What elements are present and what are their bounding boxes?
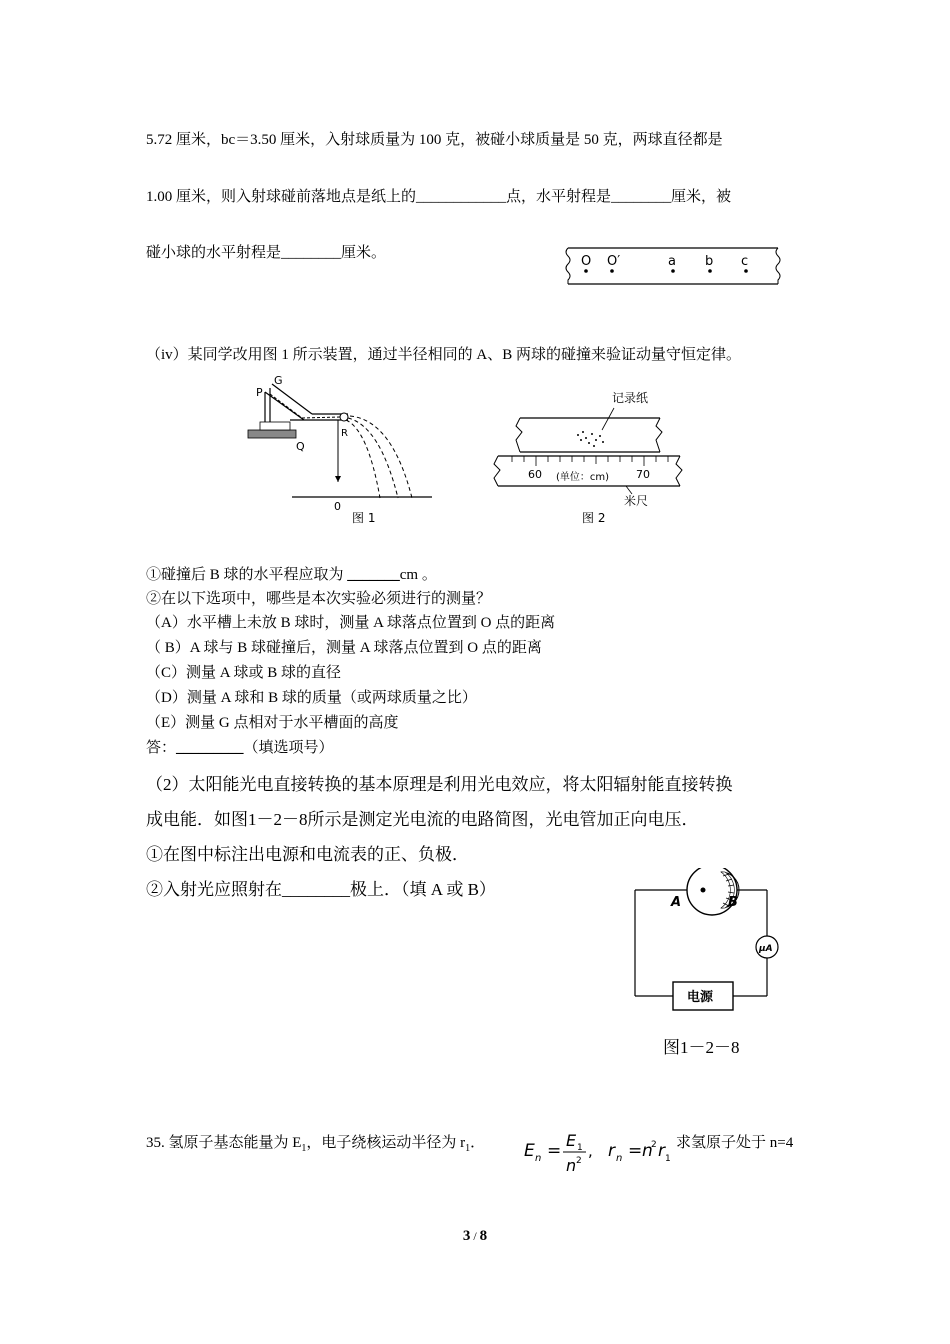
fig1-label-p: P [256,386,263,399]
formula [520,1124,680,1184]
power-source-label: 电源 [687,990,714,1005]
question-2: ②在以下选项中，哪些是本次实验必须进行的测量？ [146,591,492,607]
circuit-label-a: A [671,895,682,910]
part2-line-1: （2）太阳能光电直接转换的基本原理是利用光电效应，将太阳辐射能直接转换 [146,775,733,794]
figure-2-caption: 图 2 [582,511,606,525]
part2-line-4: ②入射光应照射在________极上．（填 A 或 B） [146,880,496,899]
svg-text:n: n [535,1153,542,1164]
circuit-figure [625,868,785,1018]
svg-text:E: E [524,1141,535,1161]
text-line-2: 1.00 厘米，则入射球碰前落地点是纸上的____________点，水平射程是________厘米，被 [146,189,732,205]
answer-blank-2[interactable]: _________ [176,740,244,756]
part2-line-3: ①在图中标注出电源和电流表的正、负极． [146,845,469,864]
svg-text:=: = [628,1141,643,1161]
option-b: （ B）A 球与 B 球碰撞后，测量 A 球落点位置到 O 点的距离 [146,640,542,656]
strip-label-b: b [705,254,714,269]
text-line-3: 碰小球的水平射程是________厘米。 [146,245,387,261]
question-35: 35. 氢原子基态能量为 $E_1$，电子绕核运动半径为 $r_1$． [146,1135,486,1154]
strip-label-o: O [581,254,592,269]
strip-label-c: c [741,254,749,269]
strip-point-o-prime [610,269,614,273]
paper-strip-figure [560,240,785,290]
svg-text:1: 1 [577,1143,583,1153]
text-line-iv: （iv）某同学改用图 1 所示装置，通过半径相同的 A、B 两球的碰撞来验证动量守恒定律。 [146,347,742,363]
strip-point-o [584,269,588,273]
page-number: 3 / 8 [462,1228,488,1244]
svg-text:E: E [566,1131,577,1150]
svg-text:2: 2 [651,1140,657,1150]
svg-text:n: n [616,1153,623,1164]
fig2-paper-label: 记录纸 [612,391,649,405]
text-line-1: 5.72 厘米，bc＝3.50 厘米，入射球质量为 100 克，被碰小球质量是 50 克，两球直径都是 [146,132,723,148]
svg-text:2: 2 [576,1156,582,1166]
fig2-unit-label: (单位：cm) [556,472,610,483]
option-d: （D）测量 A 球和 B 球的质量（或两球质量之比） [146,690,477,706]
option-a: （A）水平槽上未放 B 球时，测量 A 球落点位置到 O 点的距离 [146,615,556,631]
option-c: （C）测量 A 球或 B 球的直径 [146,665,342,681]
meter-label: μA [759,944,773,954]
fig2-ruler-label: 米尺 [624,494,649,508]
answer-line: 答：_________（填选项号） [146,740,334,756]
svg-text:n: n [642,1141,653,1161]
svg-text:,: , [588,1142,593,1160]
part2-line-2: 成电能．如图1－2－8所示是测定光电流的电路简图，光电管加正向电压． [146,810,699,829]
fig1-label-o: 0 [334,500,341,513]
svg-text:1: 1 [665,1154,671,1164]
strip-label-o-prime: O′ [607,254,621,269]
question-35-tail: 求氢原子处于 n=4 [676,1135,794,1151]
svg-text:r: r [608,1141,615,1161]
question-1: ①碰撞后 B 球的水平程应取为 _______cm 。 [146,567,437,583]
option-e: （E）测量 G 点相对于水平槽面的高度 [146,715,399,731]
svg-text:n: n [566,1156,577,1175]
answer-blank-1[interactable]: _______ [347,567,400,583]
figure-1-caption: 图 1 [352,511,376,525]
svg-text:=: = [547,1141,562,1161]
fig2-tick-60: 60 [528,468,542,481]
fig1-label-g: G [274,374,283,387]
strip-point-b [708,269,712,273]
strip-point-c [744,269,748,273]
figure-2-ruler [490,380,690,530]
figure-1-apparatus [240,370,440,530]
fig1-label-q: Q [296,440,305,453]
fig2-tick-70: 70 [636,468,650,481]
circuit-caption: 图1－2－8 [663,1038,740,1057]
svg-text:r: r [658,1141,665,1161]
circuit-label-b: B [728,895,738,910]
fig1-label-r: R [341,428,348,439]
strip-point-a [671,269,675,273]
strip-label-a: a [668,254,676,269]
